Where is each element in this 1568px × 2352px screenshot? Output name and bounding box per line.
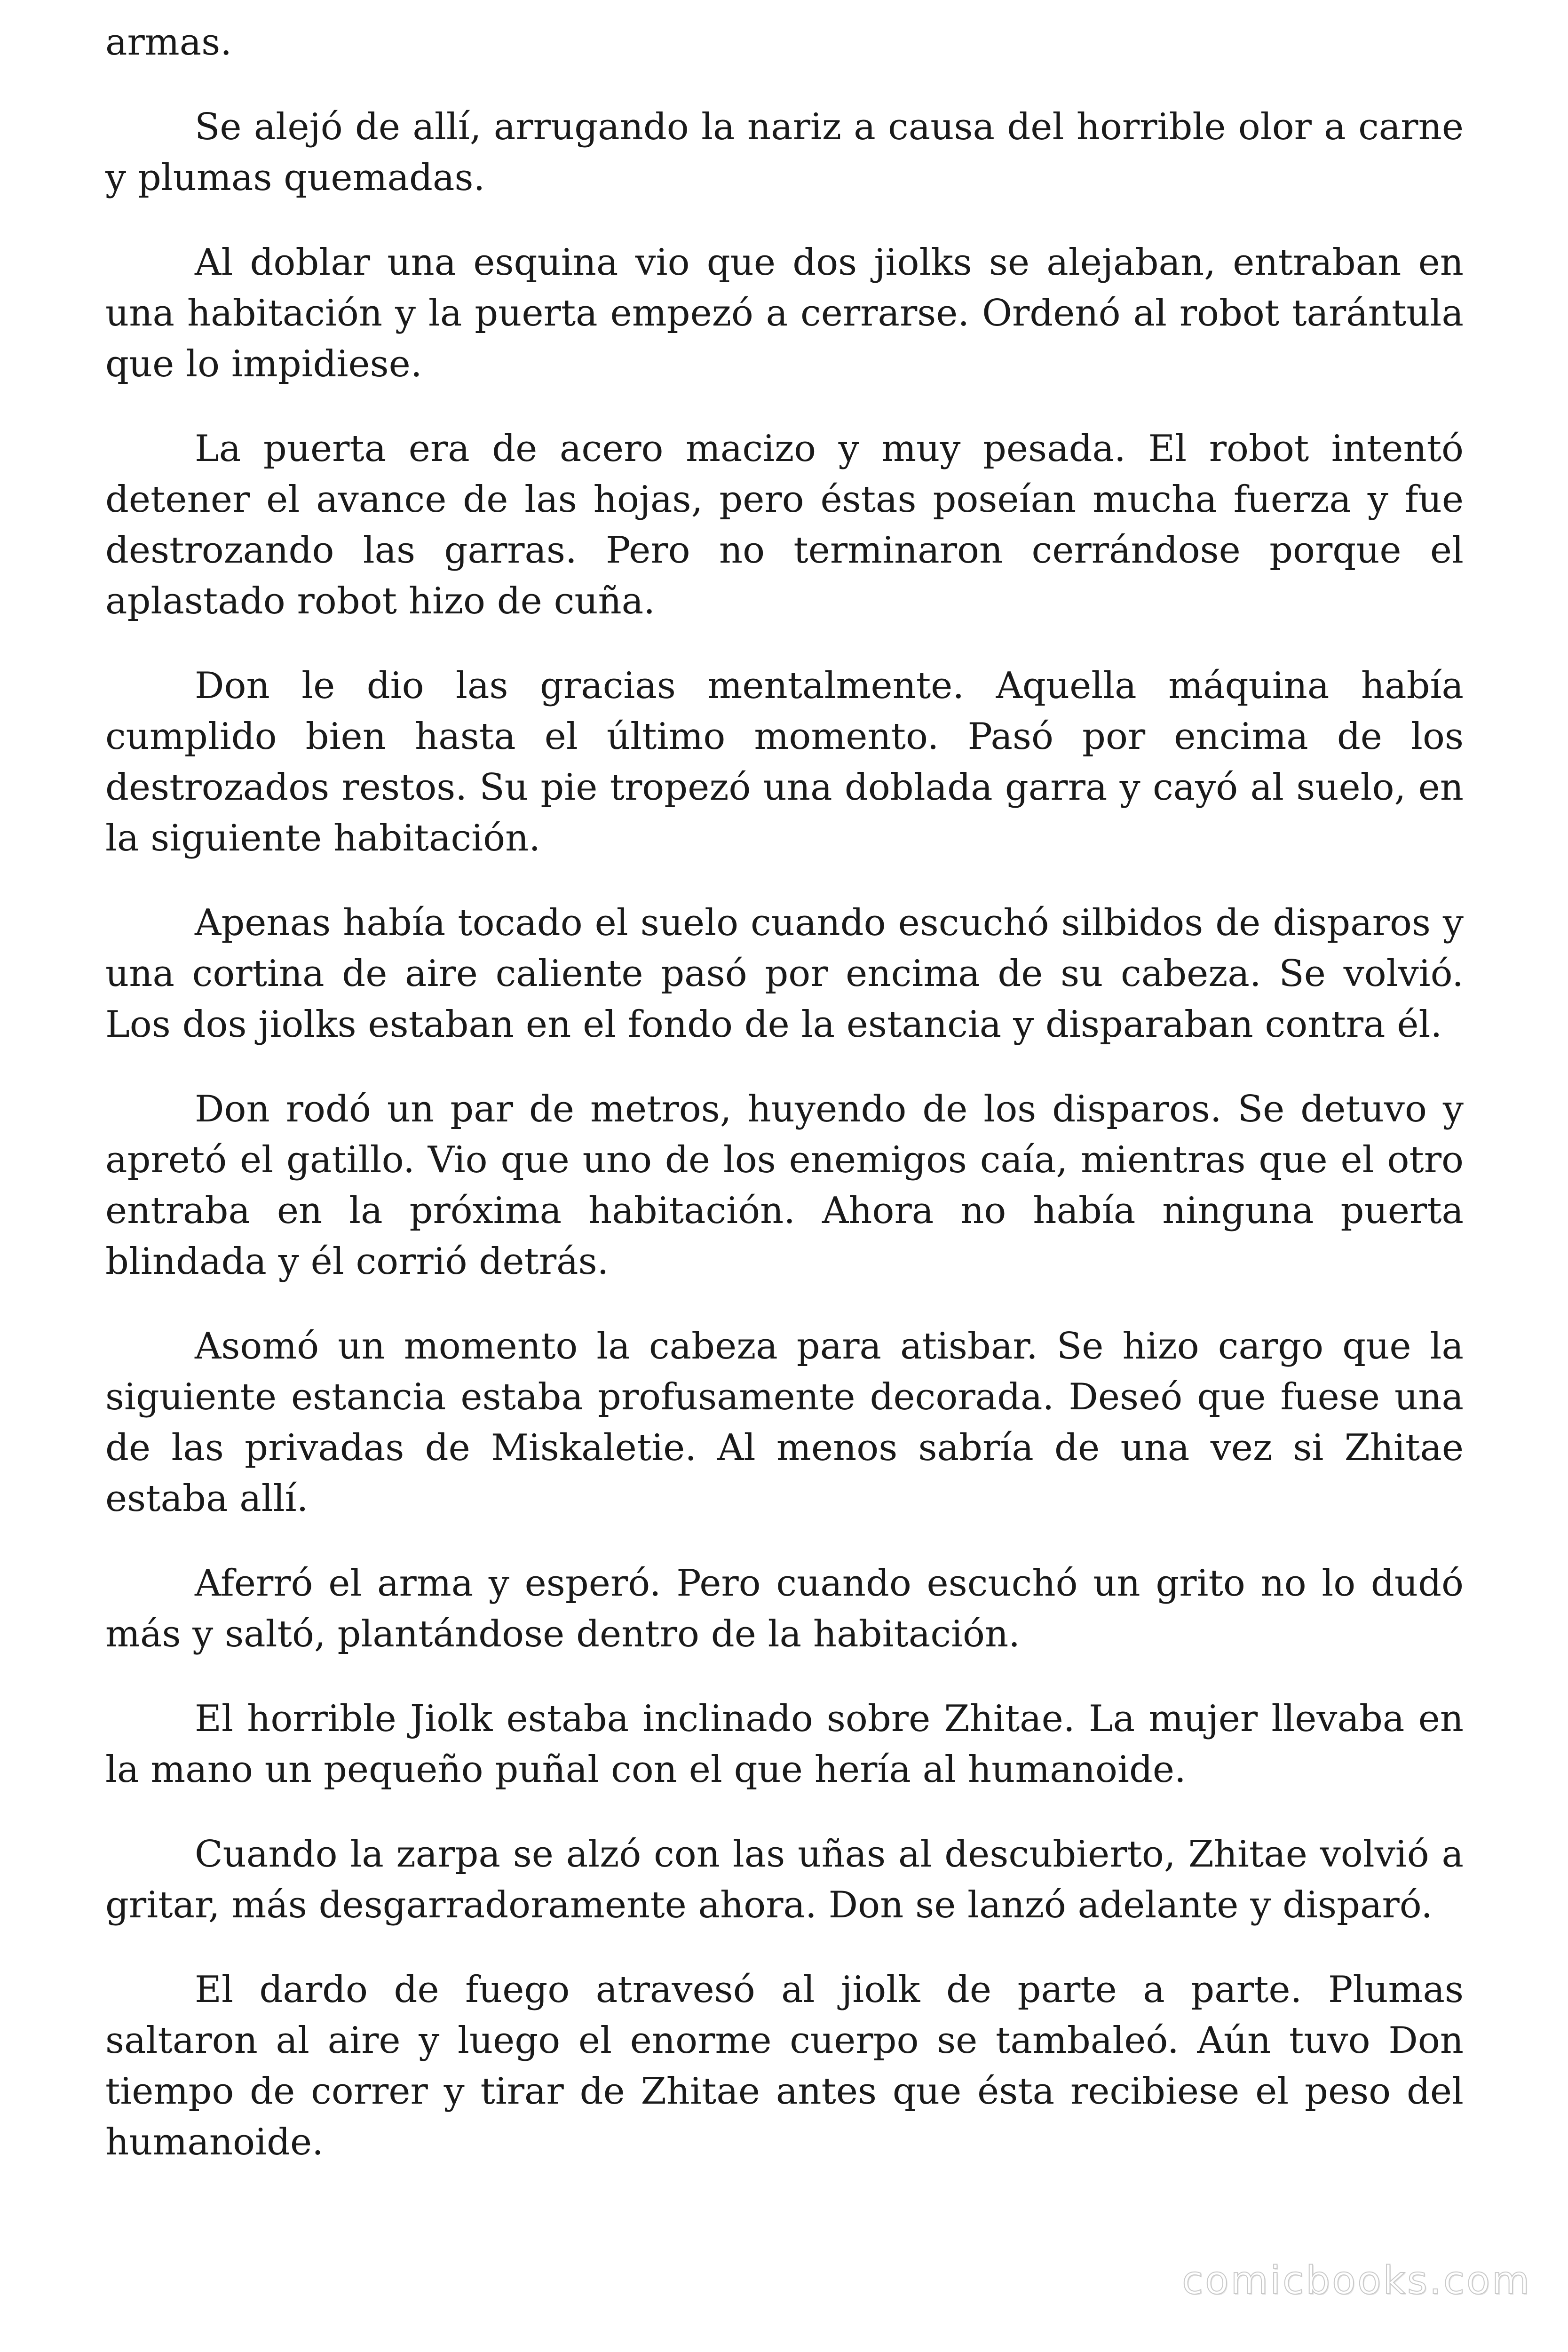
paragraph-8: Asomó un momento la cabeza para atisbar. Se hizo cargo que la siguiente estancia estaba profusamente decorada. Deseó que fuese una de las privadas de Miskaletie. Al menos sabría de una vez si Zhitae estaba allí. [105, 1325, 1464, 1520]
paragraph-6: Apenas había tocado el suelo cuando escuchó silbidos de disparos y una cortina de aire caliente pasó por encima de su cabeza. Se volvió. Los dos jiolks estaban en el fondo de la estancia y disparaban contra él. [105, 902, 1464, 1046]
paragraph-7: Don rodó un par de metros, huyendo de los disparos. Se detuvo y apretó el gatillo. Vio que uno de los enemigos caía, mientras que el otro entraba en la próxima habitación. Ahora no había ninguna puerta blindada y él corrió detrás. [105, 1088, 1464, 1283]
page-text [105, 0, 1464, 2201]
paragraph-1: armas. [105, 21, 232, 64]
paragraph-4: La puerta era de acero macizo y muy pesada. El robot intentó detener el avance de las hojas, pero éstas poseían mucha fuerza y fue destrozando las garras. Pero no terminaron cerrándose porque el aplastado robot hizo de cuña. [105, 428, 1464, 622]
paragraph-3: Al doblar una esquina vio que dos jiolks se alejaban, entraban en una habitación y la puerta empezó a cerrarse. Ordenó al robot tarántula que lo impidiese. [105, 241, 1464, 385]
paragraph-10: El horrible Jiolk estaba inclinado sobre Zhitae. La mujer llevaba en la mano un pequeño puñal con el que hería al humanoide. [105, 1698, 1464, 1791]
paragraph-12: El dardo de fuego atravesó al jiolk de parte a parte. Plumas saltaron al aire y luego el enorme cuerpo se tambaleó. Aún tuvo Don tiempo de correr y tirar de Zhitae antes que ésta recibiese el peso del humanoide. [105, 1969, 1464, 2163]
paragraph-11: Cuando la zarpa se alzó con las uñas al descubierto, Zhitae volvió a gritar, más desgarradoramente ahora. Don se lanzó adelante y disparó. [105, 1833, 1464, 1926]
paragraph-5: Don le dio las gracias mentalmente. Aquella máquina había cumplido bien hasta el último momento. Pasó por encima de los destrozados restos. Su pie tropezó una doblada garra y cayó al suelo, en la siguiente habitación. [105, 665, 1464, 859]
paragraph-9: Aferró el arma y esperó. Pero cuando escuchó un grito no lo dudó más y saltó, plantándose dentro de la habitación. [105, 1562, 1464, 1655]
paragraph-2: Se alejó de allí, arrugando la nariz a causa del horrible olor a carne y plumas quemadas. [105, 106, 1464, 199]
watermark: comicbooks.com [1182, 2258, 1531, 2303]
